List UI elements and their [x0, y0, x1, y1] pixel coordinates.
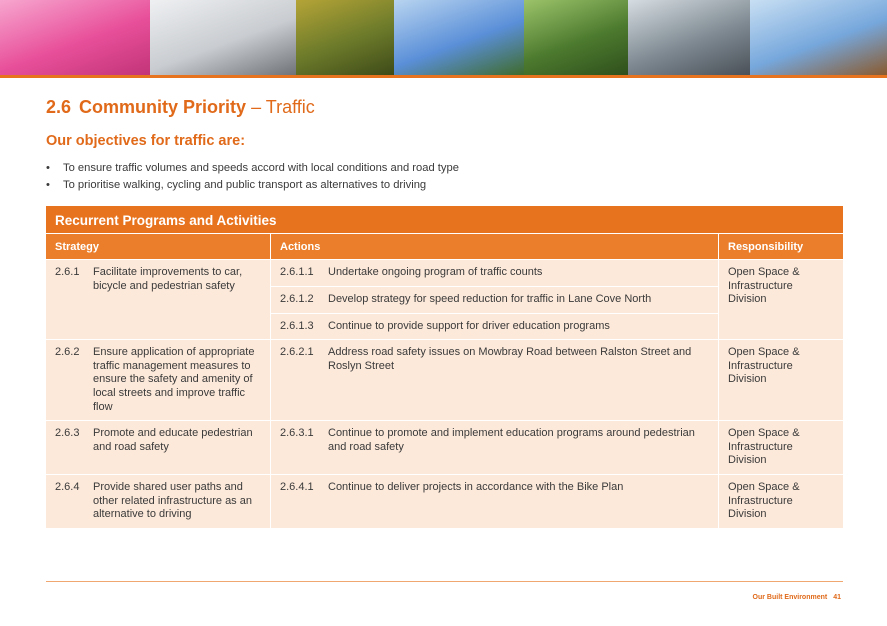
actions-cell — [270, 475, 718, 528]
action-text: Undertake ongoing program of traffic counts — [328, 266, 543, 278]
action-text: Continue to promote and implement education programs around pedestrian and road safety — [328, 427, 695, 453]
table-row — [46, 259, 843, 339]
action-number: 2.6.1.2 — [280, 293, 314, 305]
column-header-responsibility: Responsibility — [718, 234, 843, 259]
electric-car-charging-photo — [150, 0, 296, 75]
programs-table — [46, 206, 843, 528]
action-text: Continue to provide support for driver education programs — [328, 319, 610, 332]
table-row — [46, 420, 843, 474]
family-gardening-photo — [524, 0, 628, 75]
action-item — [271, 340, 718, 379]
actions-cell — [270, 260, 718, 339]
action-text: Address road safety issues on Mowbray Road between Ralston Street and Roslyn Street — [328, 346, 692, 372]
responsibility-cell: Open Space & Infrastructure Division — [718, 260, 843, 339]
children-playing-park-photo — [394, 0, 524, 75]
footer-section-name: Our Built Environment — [752, 594, 828, 601]
action-number: 2.6.2.1 — [280, 346, 314, 359]
banner-divider — [0, 75, 887, 78]
section-number: 2.6 — [46, 97, 72, 117]
frog-photo — [296, 0, 394, 75]
page-footer — [753, 594, 841, 601]
street-walkers-photo — [628, 0, 750, 75]
strategy-number: 2.6.1 — [55, 266, 80, 278]
action-number: 2.6.1.1 — [280, 266, 314, 278]
strategy-cell — [46, 475, 270, 528]
header-photo-banner — [0, 0, 887, 75]
strategy-text: Facilitate improvements to car, bicycle and pedestrian safety — [93, 266, 243, 292]
responsibility-cell: Open Space & Infrastructure Division — [718, 340, 843, 420]
objective-text: To ensure traffic volumes and speeds accord with local conditions and road type — [63, 162, 459, 174]
footer-divider — [46, 581, 843, 582]
table-column-headers — [46, 233, 843, 259]
action-number: 2.6.1.3 — [280, 319, 314, 332]
table-row — [46, 339, 843, 420]
action-number: 2.6.4.1 — [280, 480, 314, 493]
bullet-icon: • — [46, 162, 50, 174]
action-item — [271, 421, 718, 460]
action-text: Continue to deliver projects in accordance with the Bike Plan — [328, 480, 624, 493]
objective-item — [46, 160, 459, 177]
strategy-cell — [46, 421, 270, 474]
page-number: 41 — [833, 594, 841, 601]
actions-cell — [270, 340, 718, 420]
column-header-actions: Actions — [270, 234, 718, 259]
table-title: Recurrent Programs and Activities — [46, 206, 843, 233]
section-title-light: Traffic — [265, 97, 315, 117]
section-title-bold: Community Priority — [79, 97, 247, 117]
strategy-text: Promote and educate pedestrian and road safety — [93, 427, 253, 453]
table-row — [46, 474, 843, 528]
action-number: 2.6.3.1 — [280, 427, 314, 440]
column-header-strategy: Strategy — [55, 241, 100, 253]
bullet-icon: • — [46, 179, 50, 191]
objectives-list — [46, 160, 459, 194]
strategy-text: Ensure application of appropriate traffic management measures to ensure the safety and amenity of local streets and improve traffic flow — [93, 346, 255, 413]
strategy-number: 2.6.4 — [55, 480, 80, 493]
strategy-number: 2.6.2 — [55, 346, 80, 359]
children-on-pink-chair-photo — [0, 0, 150, 75]
library-building-photo — [750, 0, 887, 75]
action-text: Develop strategy for speed reduction for traffic in Lane Cove North — [328, 293, 652, 305]
actions-cell — [270, 421, 718, 474]
objective-item — [46, 177, 459, 194]
objectives-heading: Our objectives for traffic are: — [46, 133, 246, 149]
action-item — [271, 286, 718, 313]
action-item — [271, 313, 718, 340]
responsibility-cell: Open Space & Infrastructure Division — [718, 421, 843, 474]
strategy-number: 2.6.3 — [55, 427, 80, 440]
action-item — [271, 475, 718, 501]
title-dash: – — [246, 97, 266, 117]
action-item — [271, 260, 718, 286]
responsibility-cell: Open Space & Infrastructure Division — [718, 475, 843, 528]
page-title — [46, 97, 315, 118]
strategy-cell — [46, 340, 270, 420]
strategy-cell — [46, 260, 270, 339]
strategy-text: Provide shared user paths and other related infrastructure as an alternative to driving — [93, 480, 252, 521]
objective-text: To prioritise walking, cycling and public transport as alternatives to driving — [63, 179, 427, 191]
